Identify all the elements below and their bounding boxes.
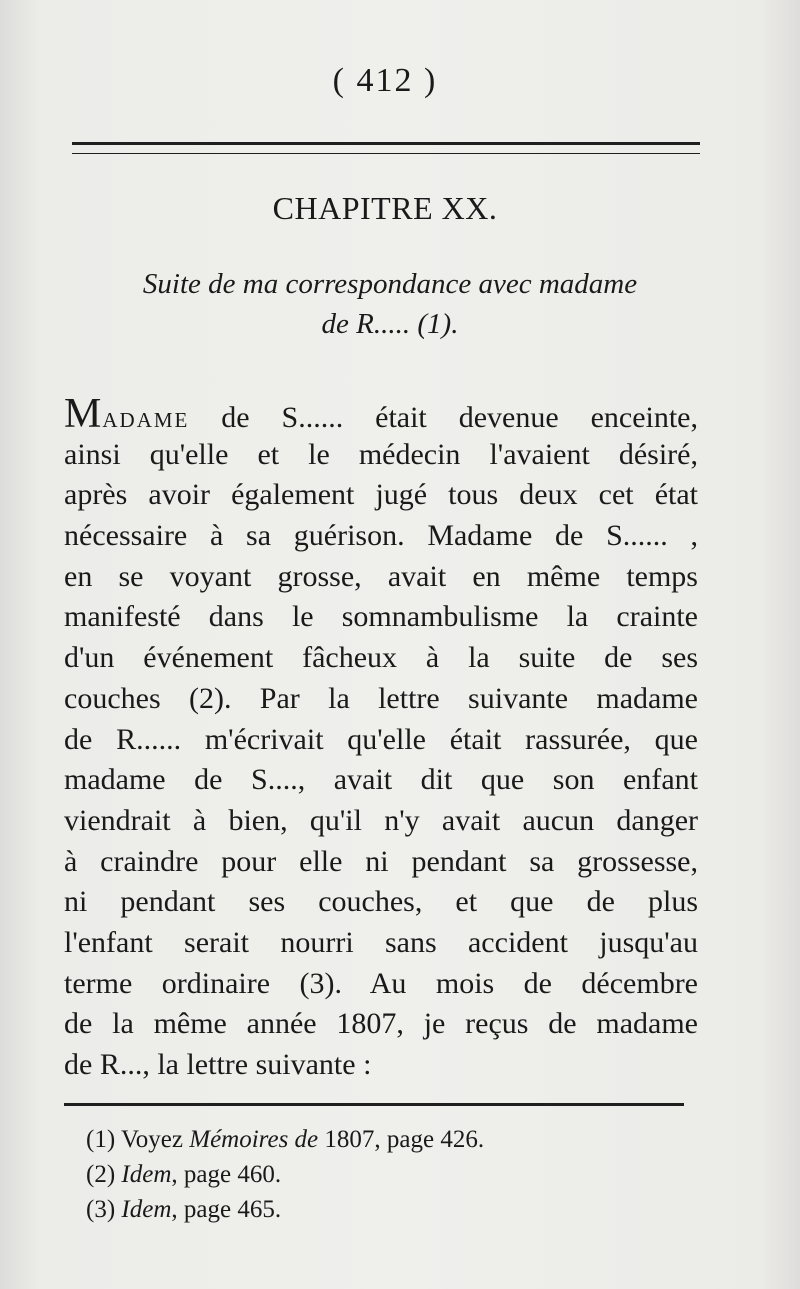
body-line: en se voyant grosse, avait en même temps — [64, 559, 698, 593]
footnote-post: 1807, page 426. — [324, 1126, 485, 1153]
body-line: après avoir également jugé tous deux cet état — [64, 478, 698, 512]
footnote-italic: Idem — [121, 1161, 172, 1188]
footnote-number: (1) — [86, 1126, 116, 1153]
body-line: d'un événement fâcheux à la suite de ses — [64, 641, 698, 675]
body-paragraph — [64, 391, 698, 1086]
footnotes — [86, 1122, 686, 1227]
footnote-2 — [86, 1157, 686, 1192]
subtitle-line: de R..... (1). — [321, 308, 459, 340]
header-double-rule — [72, 142, 700, 154]
footnote-3 — [86, 1192, 686, 1227]
footnote-pre: Voyez — [120, 1126, 183, 1153]
first-line-rest: de S...... était devenue enceinte, — [189, 401, 698, 434]
footnote-number: (2) — [86, 1161, 116, 1188]
footnote-italic: Mémoires de — [189, 1126, 319, 1153]
footnote-post: , page 460. — [171, 1161, 282, 1188]
subtitle-line: Suite de ma correspondance avec madame — [142, 268, 638, 300]
body-line: l'enfant serait nourri sans accident jusqu'au — [64, 925, 698, 959]
chapter-title: CHAPITRE XX. — [272, 190, 498, 226]
body-line: couches (2). Par la lettre suivante madame — [64, 681, 698, 715]
first-word-smallcaps: adame — [102, 401, 190, 434]
footnote-post: , page 465. — [171, 1196, 282, 1223]
body-line: terme ordinaire (3). Au mois de décembre — [64, 966, 698, 1000]
body-line: manifesté dans le somnambulisme la crainte — [64, 600, 698, 634]
footnote-italic: Idem — [121, 1196, 172, 1223]
chapter-subtitle — [80, 264, 700, 344]
body-line: nécessaire à sa guérison. Madame de S...... , — [64, 519, 698, 553]
body-line: de R...... m'écrivait qu'elle était rassurée, que — [64, 722, 698, 756]
body-line-first — [64, 391, 698, 437]
page-number: ( 412 ) — [332, 62, 438, 99]
body-line: à craindre pour elle ni pendant sa grossesse, — [64, 844, 698, 878]
footnote-rule — [64, 1103, 684, 1106]
footnote-number: (3) — [86, 1196, 116, 1223]
body-line: madame de S...., avait dit que son enfant — [64, 763, 698, 797]
drop-cap-letter: M — [64, 391, 103, 437]
footnote-1 — [86, 1122, 686, 1157]
body-line: viendrait à bien, qu'il n'y avait aucun danger — [64, 803, 698, 837]
body-line: de la même année 1807, je reçus de madame — [64, 1007, 698, 1041]
body-line: ainsi qu'elle et le médecin l'avaient désiré, — [64, 437, 698, 471]
body-line-last: de R..., la lettre suivante : — [64, 1048, 372, 1081]
body-line: ni pendant ses couches, et que de plus — [64, 885, 698, 919]
